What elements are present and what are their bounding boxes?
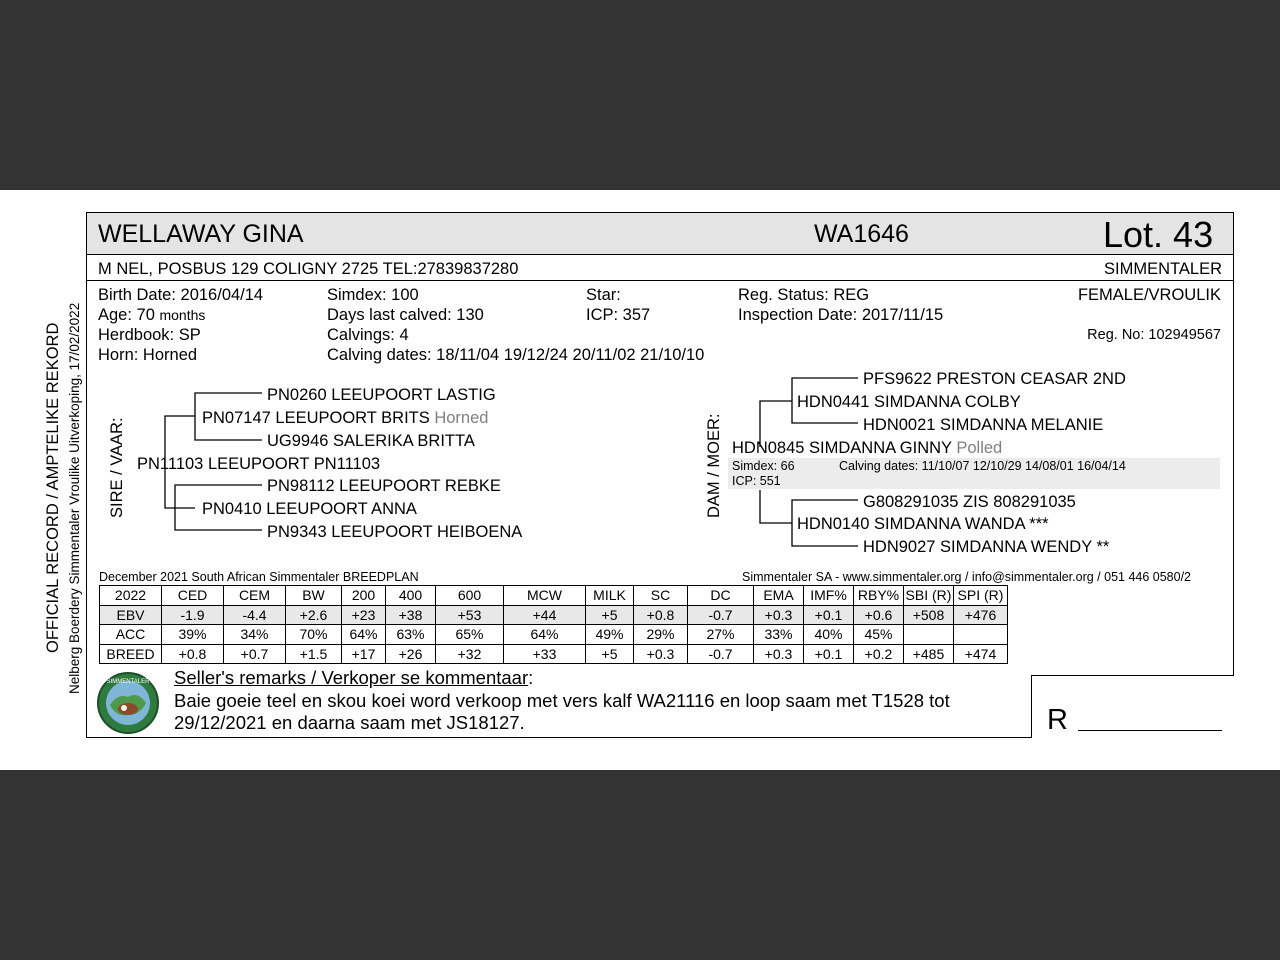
price-line[interactable] xyxy=(1078,730,1222,731)
dam-sire-dam: HDN0021 SIMDANNA MELANIE xyxy=(863,416,1104,434)
breedplan-breed-row xyxy=(100,644,1008,664)
remarks-line-1: Baie goeie teel en skou koei word verkoop met vers kalf WA21116 en loop saam met T1528 tot xyxy=(174,690,950,711)
official-record-label: OFFICIAL RECORD / AMPTELIKE REKORD xyxy=(44,322,62,653)
sire-sire-name: PN07147 LEEUPOORT BRITS xyxy=(202,409,430,427)
breedplan-cell: 40% xyxy=(804,625,854,645)
breedplan-cell: 63% xyxy=(386,625,436,645)
breed-label: SIMMENTALER xyxy=(1104,260,1222,278)
reg-number: Reg. No: 102949567 xyxy=(1087,327,1221,343)
breedplan-cell: +476 xyxy=(954,605,1008,625)
sire: PN11103 LEEUPOORT PN11103 xyxy=(137,455,381,473)
dam-dam: HDN0140 SIMDANNA WANDA *** xyxy=(797,515,1049,533)
breedplan-cell: +0.1 xyxy=(804,644,854,664)
breedplan-cell xyxy=(954,625,1008,645)
breedplan-table xyxy=(99,585,1008,664)
dam xyxy=(732,439,1002,458)
breedplan-cell: +44 xyxy=(504,605,586,625)
inspection-date: Inspection Date: 2017/11/15 xyxy=(738,306,944,324)
breedplan-cell: 39% xyxy=(162,625,224,645)
breedplan-cell: +2.6 xyxy=(286,605,342,625)
simmentaler-logo xyxy=(96,671,160,735)
breedplan-cell: 34% xyxy=(224,625,286,645)
breedplan-cell: +0.1 xyxy=(804,605,854,625)
breedplan-cell: EBV xyxy=(100,605,162,625)
sire-sire xyxy=(202,409,488,428)
dam-horn-note: Polled xyxy=(956,439,1003,457)
breedplan-cell: +0.3 xyxy=(634,644,688,664)
dam-name: HDN0845 SIMDANNA GINNY xyxy=(732,439,952,457)
breedplan-cell: 600 xyxy=(436,586,504,606)
breedplan-cell: 27% xyxy=(688,625,754,645)
breedplan-cell: +5 xyxy=(586,644,634,664)
sale-caption: Nelberg Boerdery Simmentaler Vroulike Uitverkoping, 17/02/2022 xyxy=(67,302,82,694)
sex-label: FEMALE/VROULIK xyxy=(1077,286,1221,304)
breedplan-cell: RBY% xyxy=(854,586,904,606)
days-last-calved: Days last calved: 130 xyxy=(327,306,484,324)
breedplan-cell: 400 xyxy=(386,586,436,606)
breedplan-cell: EMA xyxy=(754,586,804,606)
dam-dam-dam: HDN9027 SIMDANNA WENDY ** xyxy=(863,538,1110,556)
calvings: Calvings: 4 xyxy=(327,326,409,344)
breedplan-cell: +0.2 xyxy=(854,644,904,664)
dam-icp: ICP: 551 xyxy=(732,474,781,488)
breedplan-ebv-row xyxy=(100,605,1008,625)
dam-dam-sire: G808291035 ZIS 808291035 xyxy=(863,493,1076,511)
sire-dam: PN0410 LEEUPOORT ANNA xyxy=(202,500,417,518)
sire-dam-sire: PN98112 LEEUPOORT REBKE xyxy=(267,477,501,495)
lot-sheet xyxy=(0,190,1280,770)
dam-simdex: Simdex: 66 xyxy=(732,459,795,473)
breedplan-cell: -0.7 xyxy=(688,644,754,664)
breedplan-cell: 65% xyxy=(436,625,504,645)
breedplan-cell: 200 xyxy=(342,586,386,606)
breedplan-cell: +508 xyxy=(904,605,954,625)
breedplan-cell: +0.8 xyxy=(162,644,224,664)
breedplan-contact: Simmentaler SA - www.simmentaler.org / info@simmentaler.org / 051 446 0580/2 xyxy=(742,570,1192,584)
breedplan-cell: +38 xyxy=(386,605,436,625)
breedplan-cell: CED xyxy=(162,586,224,606)
breedplan-acc-row xyxy=(100,625,1008,645)
calving-dates: Calving dates: 18/11/04 19/12/24 20/11/02 21/10/10 xyxy=(327,346,705,364)
breedplan-cell: 2022 xyxy=(100,586,162,606)
breedplan-cell: SPI (R) xyxy=(954,586,1008,606)
breedplan-cell: CEM xyxy=(224,586,286,606)
price-label: R xyxy=(1047,704,1068,736)
breedplan-cell xyxy=(904,625,954,645)
reg-status: Reg. Status: REG xyxy=(738,286,870,304)
breedplan-cell: 29% xyxy=(634,625,688,645)
breedplan-cell: DC xyxy=(688,586,754,606)
breedplan-cell: 64% xyxy=(342,625,386,645)
breedplan-cell: MCW xyxy=(504,586,586,606)
remarks-colon: : xyxy=(528,667,534,688)
breedplan-cell: +17 xyxy=(342,644,386,664)
sire-sire-horn-note: Horned xyxy=(434,409,489,427)
breedplan-cell: +32 xyxy=(436,644,504,664)
breedplan-cell: +0.3 xyxy=(754,644,804,664)
breedplan-cell: 33% xyxy=(754,625,804,645)
breedplan-cell: +23 xyxy=(342,605,386,625)
breedplan-cell: +0.3 xyxy=(754,605,804,625)
breedplan-header-row xyxy=(100,586,1008,606)
breedplan-cell: +53 xyxy=(436,605,504,625)
breedplan-cell: +485 xyxy=(904,644,954,664)
logo-text: SIMMENTALER xyxy=(106,679,150,685)
dam-sire-sire: PFS9622 PRESTON CEASAR 2ND xyxy=(863,370,1126,388)
remarks-line-2: 29/12/2021 en daarna saam met JS18127. xyxy=(174,712,525,733)
lot-number: Lot. 43 xyxy=(1103,214,1214,255)
dam-calving-dates: Calving dates: 11/10/07 12/10/29 14/08/01 16/04/14 xyxy=(839,459,1126,473)
breedplan-cell: -1.9 xyxy=(162,605,224,625)
breedplan-cell: +5 xyxy=(586,605,634,625)
breedplan-cell: +26 xyxy=(386,644,436,664)
dam-sire: HDN0441 SIMDANNA COLBY xyxy=(797,393,1021,411)
breedplan-cell: +1.5 xyxy=(286,644,342,664)
breedplan-cell: SBI (R) xyxy=(904,586,954,606)
animal-name: WELLAWAY GINA xyxy=(98,220,304,248)
breedplan-caption: December 2021 South African Simmentaler BREEDPLAN xyxy=(99,570,419,584)
herdbook: Herdbook: SP xyxy=(98,326,201,344)
sire-side-label: SIRE / VAAR: xyxy=(108,417,126,518)
breedplan-cell: BREED xyxy=(100,644,162,664)
breedplan-cell: +474 xyxy=(954,644,1008,664)
breedplan-cell: 64% xyxy=(504,625,586,645)
breedplan-cell: +0.7 xyxy=(224,644,286,664)
breedplan-cell: +0.6 xyxy=(854,605,904,625)
simdex: Simdex: 100 xyxy=(327,286,419,304)
owner-info: M NEL, POSBUS 129 COLIGNY 2725 TEL:27839837280 xyxy=(98,260,519,278)
breedplan-cell: IMF% xyxy=(804,586,854,606)
star: Star: xyxy=(586,286,621,304)
icp: ICP: 357 xyxy=(586,306,651,324)
age-value: Age: 70 xyxy=(98,306,160,324)
sire-dam-dam: PN9343 LEEUPOORT HEIBOENA xyxy=(267,523,523,541)
dam-side-label: DAM / MOER: xyxy=(705,413,723,518)
breedplan-cell: 45% xyxy=(854,625,904,645)
breedplan-cell: -0.7 xyxy=(688,605,754,625)
breedplan-cell: 70% xyxy=(286,625,342,645)
breedplan-cell: 49% xyxy=(586,625,634,645)
breedplan-cell: ACC xyxy=(100,625,162,645)
birth-date: Birth Date: 2016/04/14 xyxy=(98,286,264,304)
sire-sire-sire: PN0260 LEEUPOORT LASTIG xyxy=(267,386,496,404)
horn-status: Horn: Horned xyxy=(98,346,198,364)
age-unit: months xyxy=(159,307,206,323)
remarks-heading-text: Seller's remarks / Verkoper se kommentaar xyxy=(174,667,529,688)
breedplan-cell: SC xyxy=(634,586,688,606)
breedplan-cell: -4.4 xyxy=(224,605,286,625)
animal-id: WA1646 xyxy=(814,220,909,248)
sire-sire-dam: UG9946 SALERIKA BRITTA xyxy=(267,432,475,450)
breedplan-cell: BW xyxy=(286,586,342,606)
breedplan-cell: +0.8 xyxy=(634,605,688,625)
remarks-heading xyxy=(174,667,533,689)
breedplan-cell: MILK xyxy=(586,586,634,606)
breedplan-cell: +33 xyxy=(504,644,586,664)
